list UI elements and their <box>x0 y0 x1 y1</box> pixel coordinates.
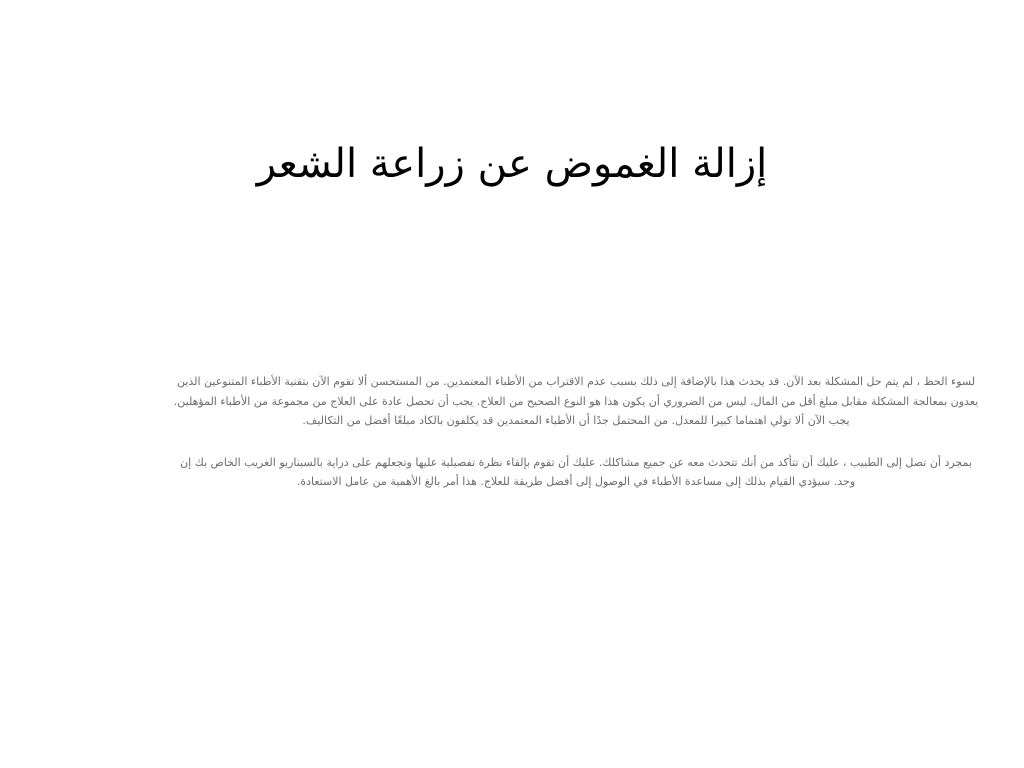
body-paragraph-2: بمجرد أن تصل إلى الطبيب ، عليك أن تتأكد من أنك تتحدث معه عن جميع مشاكلك. عليك أن تقوم بإلقاء نظرة تفصيلية عليها وتجعلهم على دراية بالسيناريو الغريب الخاص بك إن وجد. سيؤدي القيام بذلك إلى مساعدة الأطباء في الوصول إلى أفضل طريقة للعلاج. هذا أمر بالغ الأهمية من عامل الاستعادة. <box>180 455 972 488</box>
slide-title: إزالة الغموض عن زراعة الشعر <box>256 141 768 187</box>
slide-body <box>172 372 980 514</box>
body-paragraph-1: لسوء الحظ ، لم يتم حل المشكلة بعد الآن. قد يحدث هذا بالإضافة إلى ذلك بسبب عدم الاقتراب من الأطباء المعتمدين. من المستحسن ألا تقوم الآن بتقنية الأطباء المتنوعين الذين يعدون بمعالجة المشكلة مقابل مبلغ أقل من المال. ليس من الضروري أن يكون هذا هو النوع الصحيح من العلاج. يجب أن تحصل عادة على العلاج من مجموعة من الأطباء المؤهلين. يجب الآن ألا تولي اهتماما كبيرا للمعدل. من المحتمل جدًا أن الأطباء المعتمدين قد يكلفون بالكاد مبلغًا أفضل من التكاليف. <box>173 375 979 427</box>
